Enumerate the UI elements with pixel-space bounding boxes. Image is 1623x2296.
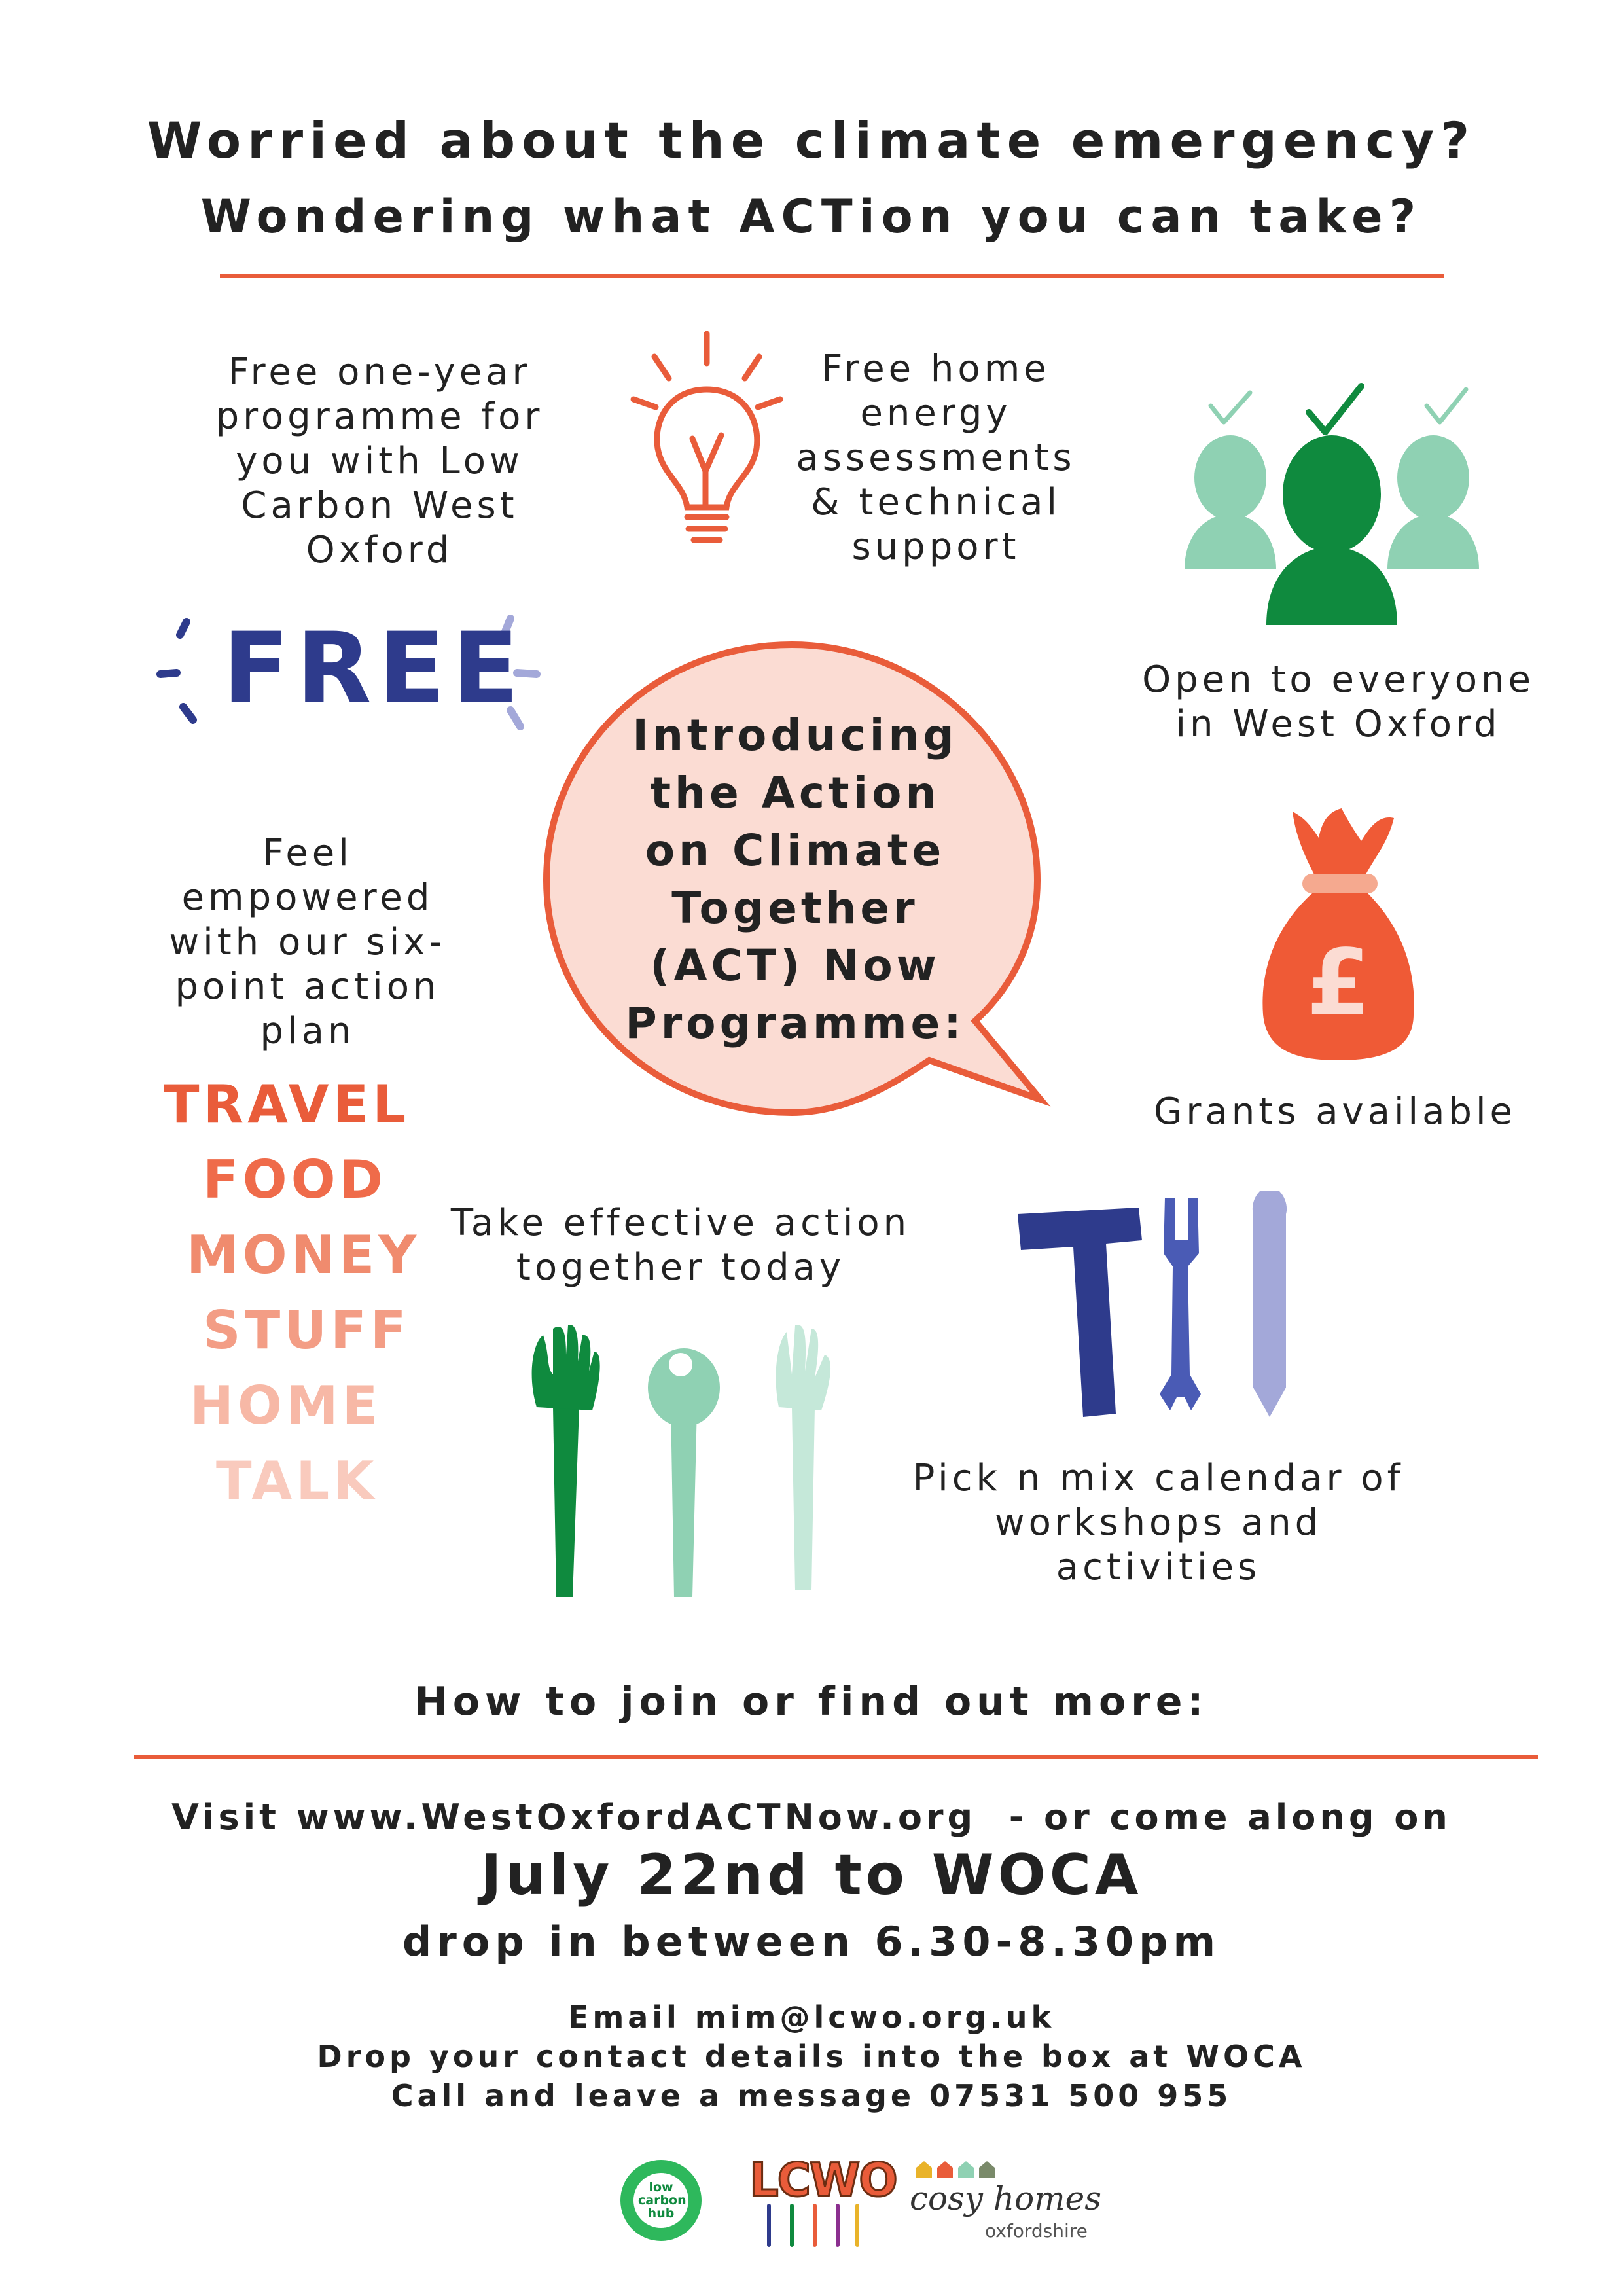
people-checkmarks-icon — [1171, 373, 1499, 635]
headline-primary: Worried about the climate emergency? — [147, 111, 1476, 170]
lcwo-logo — [749, 2153, 897, 2251]
header-divider — [220, 274, 1444, 278]
email-line[interactable]: Email mim@lcwo.org.uk — [567, 2000, 1056, 2035]
grants-text: Grants available — [1154, 1090, 1516, 1133]
call-line: Call and leave a message 07531 500 955 — [391, 2078, 1232, 2113]
event-date: July 22nd to WOCA — [480, 1842, 1143, 1908]
cosy-homes-logo — [910, 2160, 1106, 2245]
assessments-text: Free home energy assessments & technical support — [796, 348, 1076, 568]
join-divider — [134, 1755, 1538, 1759]
action-point-food: FOOD — [203, 1149, 387, 1210]
pound-symbol: £ — [1306, 930, 1370, 1037]
free-badge: FREE — [223, 612, 526, 726]
action-points-list — [164, 1067, 420, 1518]
lcwo-logo-text: LCWO — [749, 2153, 897, 2207]
tools-icon — [1008, 1178, 1322, 1427]
dropin-time: drop in between 6.30-8.30pm — [402, 1918, 1221, 1965]
low-carbon-hub-text: low carbon hub — [638, 2180, 687, 2221]
join-heading: How to join or find out more: — [414, 1679, 1209, 1725]
open-to-everyone-text: Open to everyone in West Oxford — [1142, 658, 1535, 745]
raised-hands-icon — [517, 1316, 864, 1604]
action-point-home: HOME — [190, 1375, 382, 1436]
oxfordshire-text: oxfordshire — [985, 2220, 1088, 2242]
lightbulb-icon — [622, 327, 792, 563]
low-carbon-hub-logo — [620, 2160, 702, 2241]
bubble-text: Introducing the Action on Climate Together (ACT) Now Programme: — [625, 710, 965, 1049]
action-point-stuff: STUFF — [203, 1300, 410, 1361]
visit-line: Visit www.WestOxfordACTNow.org - or come along on — [171, 1797, 1452, 1838]
drop-box-line: Drop your contact details into the box at WOCA — [317, 2039, 1306, 2074]
take-action-text: Take effective action together today — [450, 1202, 911, 1289]
cosy-homes-text: cosy homes — [910, 2179, 1101, 2217]
headline-secondary: Wondering what ACTion you can take? — [200, 190, 1423, 243]
houses-icon — [915, 2160, 1000, 2179]
action-point-money: MONEY — [187, 1225, 421, 1285]
action-point-talk: TALK — [216, 1450, 378, 1511]
programme-text: Free one-year programme for you with Low Carbon West Oxford — [215, 351, 544, 571]
money-bag-icon — [1257, 805, 1420, 1067]
action-point-travel: TRAVEL — [164, 1074, 410, 1135]
empowered-text: Feel empowered with our six-point action plan — [169, 832, 446, 1052]
workshops-text: Pick n mix calendar of workshops and activities — [912, 1457, 1404, 1588]
lcwo-figures-icon — [756, 2199, 867, 2251]
